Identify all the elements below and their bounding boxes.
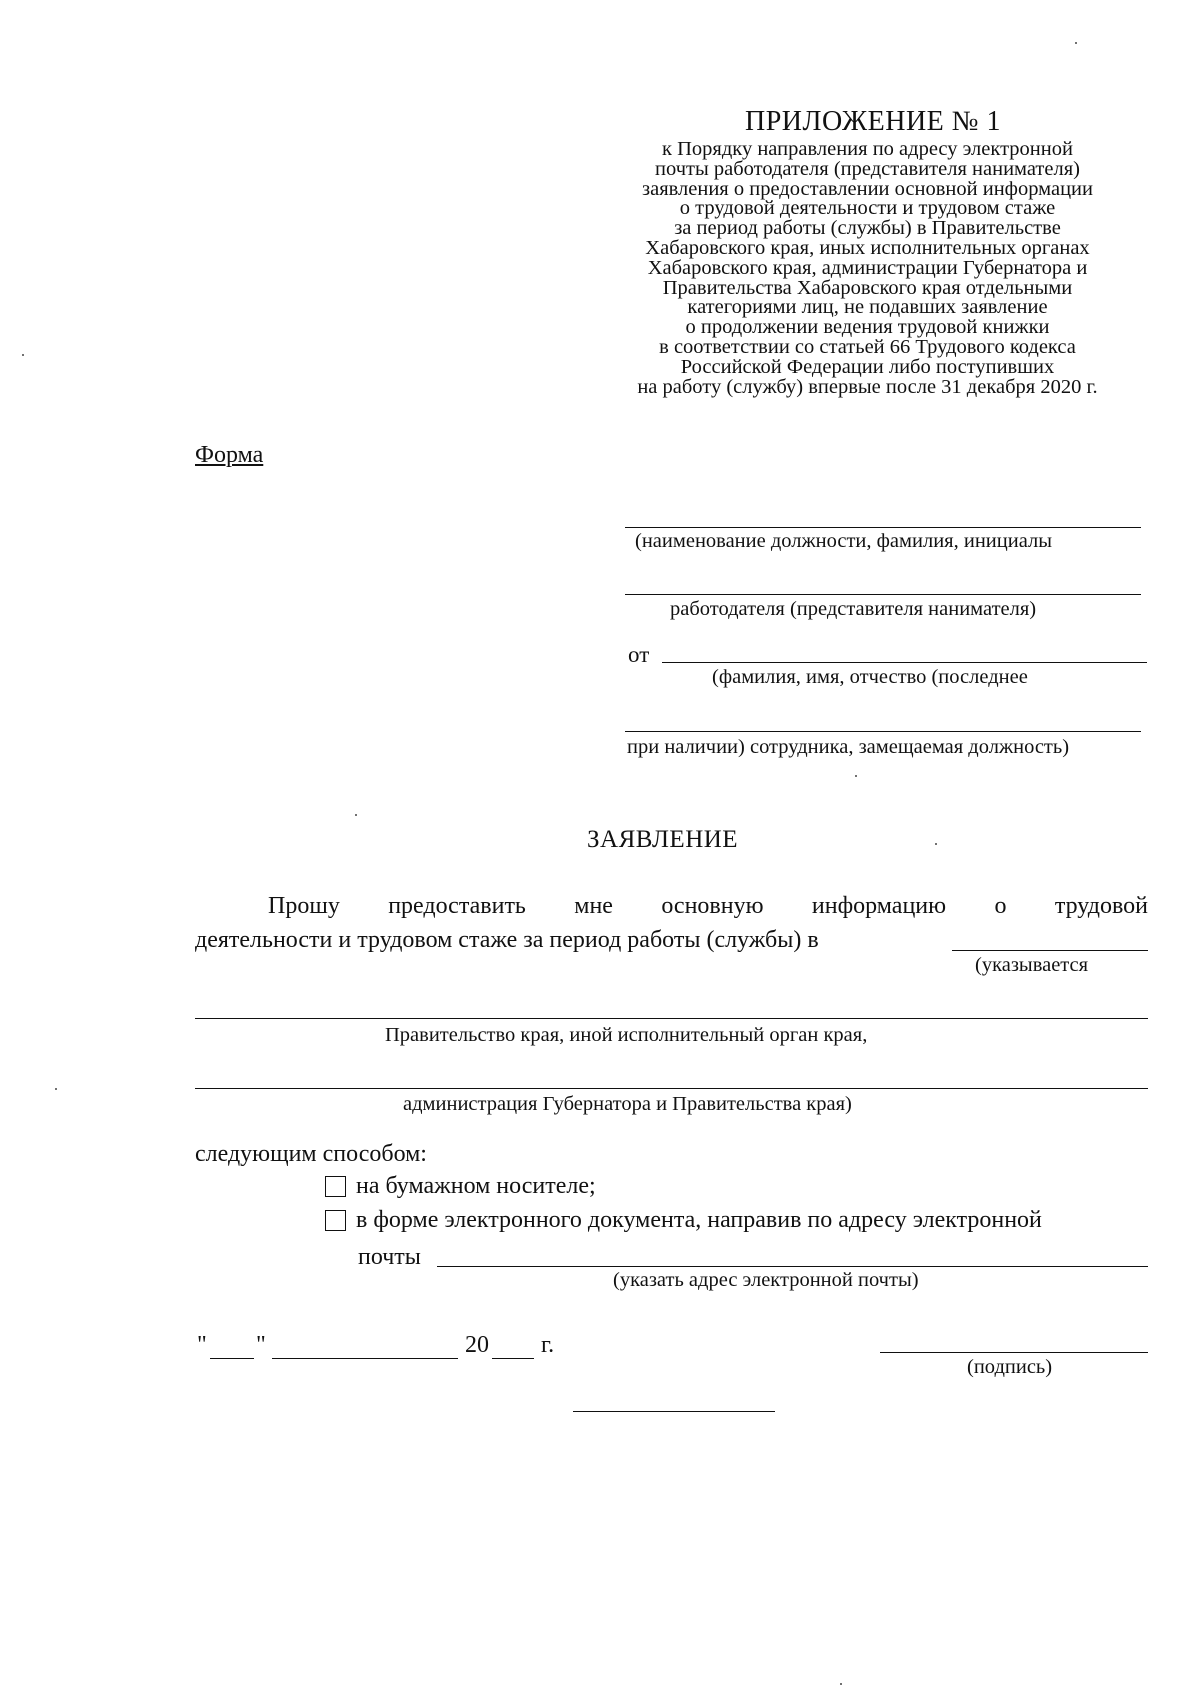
appendix-line: за период работы (службы) в Правительстве — [674, 217, 1061, 240]
email-label: почты — [358, 1244, 421, 1270]
indicated-caption: (указывается — [975, 954, 1089, 976]
employer-name-line-2[interactable] — [625, 594, 1141, 595]
request-word: трудовой — [1054, 893, 1148, 919]
organization-caption-2: администрация Губернатора и Правительства края) — [403, 1093, 852, 1115]
option-paper[interactable] — [325, 1173, 596, 1200]
organization-line-2[interactable] — [195, 1088, 1148, 1089]
appendix-line: о продолжении ведения трудовой книжки — [685, 316, 1050, 339]
form-label: Форма — [195, 442, 264, 468]
employee-name-line[interactable] — [662, 662, 1147, 663]
scan-speck — [355, 814, 357, 816]
employee-name-line-2[interactable] — [625, 731, 1141, 732]
date-year-prefix: 20 — [465, 1332, 489, 1358]
scan-speck — [855, 775, 857, 777]
appendix-line: Хабаровского края, администрации Губернатора и — [647, 256, 1088, 279]
appendix-line: категориями лиц, не подавших заявление — [687, 296, 1048, 319]
appendix-line: почты работодателя (представителя нанимателя) — [655, 157, 1080, 180]
request-word: предоставить — [388, 893, 526, 919]
appendix-title: ПРИЛОЖЕНИЕ № 1 — [745, 106, 1001, 137]
organization-caption-1: Правительство края, иной исполнительный орган края, — [385, 1024, 868, 1046]
request-line-1 — [268, 893, 1148, 920]
date-quote-close: " — [256, 1332, 266, 1358]
method-label: следующим способом: — [195, 1141, 427, 1167]
date-year-suffix: г. — [541, 1332, 555, 1358]
organization-line-short[interactable] — [952, 950, 1148, 951]
request-word: Прошу — [268, 893, 340, 919]
scan-speck — [55, 1088, 57, 1090]
appendix-line: о трудовой деятельности и трудовом стаже — [679, 197, 1056, 220]
document-heading: ЗАЯВЛЕНИЕ — [587, 826, 739, 853]
email-caption: (указать адрес электронной почты) — [613, 1269, 919, 1291]
scan-speck — [1075, 42, 1077, 44]
request-word: информацию — [811, 893, 947, 919]
employee-caption: (фамилия, имя, отчество (последнее — [712, 666, 1028, 688]
date-day-line[interactable] — [210, 1358, 254, 1359]
option-electronic[interactable] — [325, 1207, 1042, 1234]
organization-line-1[interactable] — [195, 1018, 1148, 1019]
appendix-text — [590, 140, 1145, 397]
electronic-checkbox[interactable] — [325, 1210, 346, 1231]
scan-speck — [22, 354, 24, 356]
request-word: мне — [574, 893, 613, 919]
option-paper-label: на бумажном носителе; — [356, 1173, 596, 1199]
date-quote-open: " — [197, 1332, 207, 1358]
appendix-line: Хабаровского края, иных исполнительных органах — [645, 236, 1090, 259]
signature-caption: (подпись) — [967, 1356, 1053, 1378]
employee-caption-2: при наличии) сотрудника, замещаемая должность) — [627, 736, 1070, 758]
appendix-line: Российской Федерации либо поступивших — [680, 355, 1055, 378]
appendix-line: заявления о предоставлении основной информации — [642, 177, 1093, 200]
employer-name-line[interactable] — [625, 527, 1141, 528]
appendix-line: к Порядку направления по адресу электронной — [662, 138, 1073, 160]
appendix-line: Правительства Хабаровского края отдельными — [662, 276, 1073, 299]
closing-separator — [573, 1411, 775, 1412]
option-electronic-label: в форме электронного документа, направив по адресу электронной — [356, 1207, 1042, 1233]
scan-speck — [935, 843, 937, 845]
appendix-line: в соответствии со статьей 66 Трудового кодекса — [659, 335, 1076, 358]
request-line-2: деятельности и трудовом стаже за период работы (службы) в — [195, 927, 819, 953]
request-word: о — [994, 893, 1007, 919]
date-month-line[interactable] — [272, 1358, 458, 1359]
paper-checkbox[interactable] — [325, 1176, 346, 1197]
email-line[interactable] — [437, 1266, 1148, 1267]
from-label: от — [628, 642, 650, 667]
employer-caption: (наименование должности, фамилия, инициалы — [635, 530, 1052, 552]
request-word: основную — [661, 893, 764, 919]
date-year-line[interactable] — [492, 1358, 534, 1359]
scan-speck — [840, 1683, 842, 1685]
signature-line[interactable] — [880, 1352, 1148, 1353]
appendix-line: на работу (службу) впервые после 31 декабря 2020 г. — [637, 375, 1098, 398]
employer-caption-2: работодателя (представителя нанимателя) — [670, 598, 1037, 620]
